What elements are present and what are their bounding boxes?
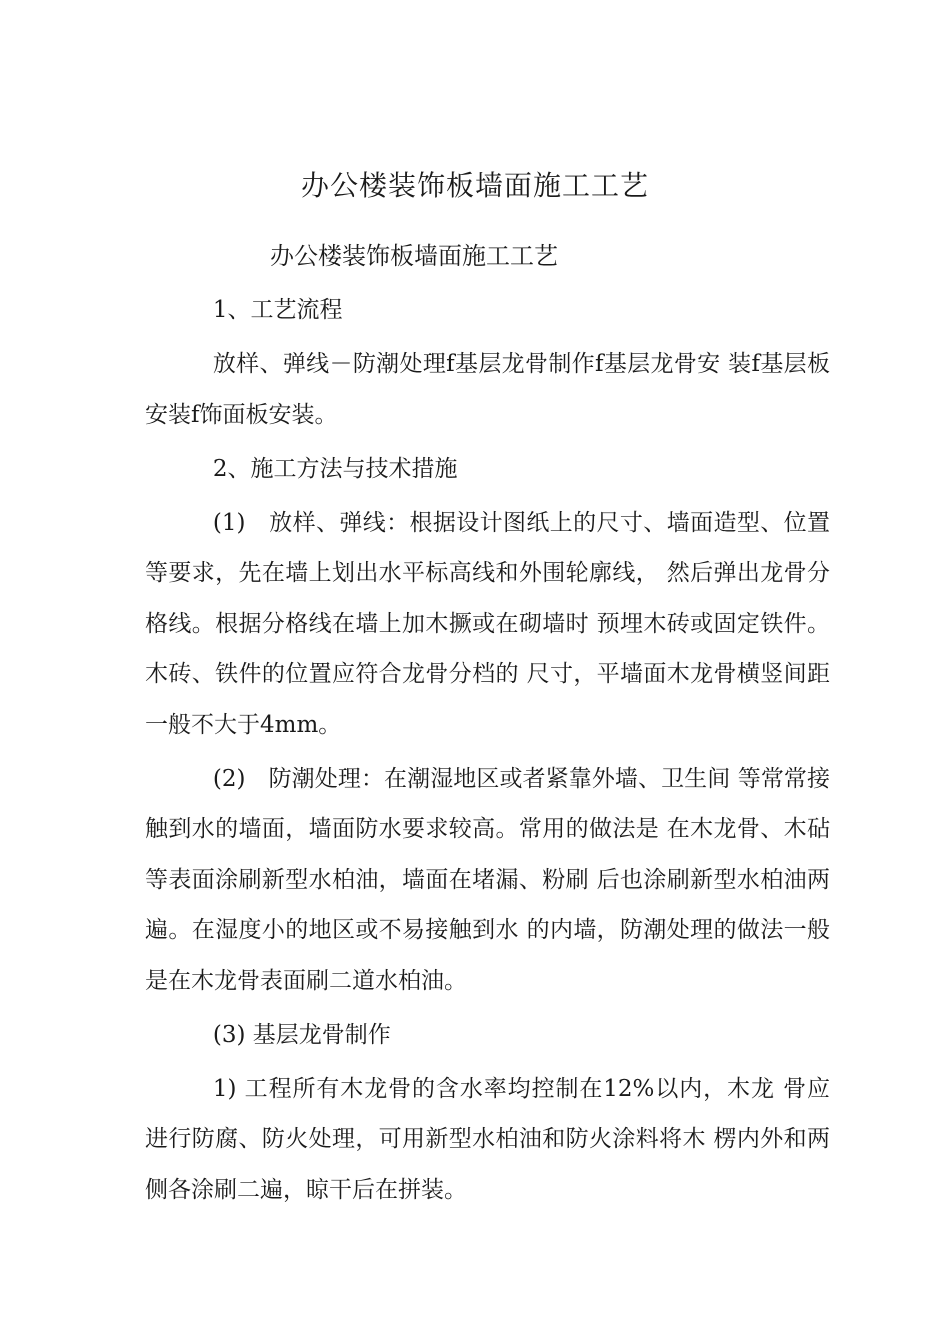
paragraph-keel-treatment: 1) 工程所有木龙骨的含水率均控制在12%以内，木龙 骨应进行防腐、防火处理，可用新型水柏油和防火涂料将木 楞内外和两侧各涂刷二遍，晾干后在拼装。 — [145, 1075, 830, 1203]
section-heading-methods: 2、施工方法与技术措施 — [212, 455, 458, 482]
paragraph-layout-lines: (1) 放样、弹线：根据设计图纸上的尺寸、墙面造型、位置等要求，先在墙上划出水平标高线和外围轮廓线， 然后弹出龙骨分格线。根据分格线在墙上加木撅或在砌墙时 预埋木砖或固定铁件。木砖、铁件的位置应符合龙骨分档的 尺寸，平墙面木龙骨横竖间距一般不大于4mm。 — [145, 509, 830, 738]
subheading-keel-fabrication: (3) 基层龙骨制作 — [212, 1021, 391, 1048]
paragraph-process-flow: 放样、弹线－防潮处理f基层龙骨制作f基层龙骨安 装f基层板安装f饰面板安装。 — [145, 351, 830, 428]
document-body — [145, 285, 830, 1219]
paragraph-moisture-proofing: (2) 防潮处理：在潮湿地区或者紧靠外墙、卫生间 等常常接触到水的墙面，墙面防水要求较高。常用的做法是 在木龙骨、木砧等表面涂刷新型水柏油，墙面在堵漏、粉刷 后也涂刷新型水柏油两遍。在湿度小的地区或不易接触到水 的内墙，防潮处理的做法一般是在木龙骨表面刷二道水柏油。 — [145, 765, 830, 994]
document-title: 办公楼装饰板墙面施工工艺 — [300, 169, 649, 202]
section-heading-process: 1、工艺流程 — [212, 297, 343, 323]
document-subtitle: 办公楼装饰板墙面施工工艺 — [270, 242, 558, 270]
